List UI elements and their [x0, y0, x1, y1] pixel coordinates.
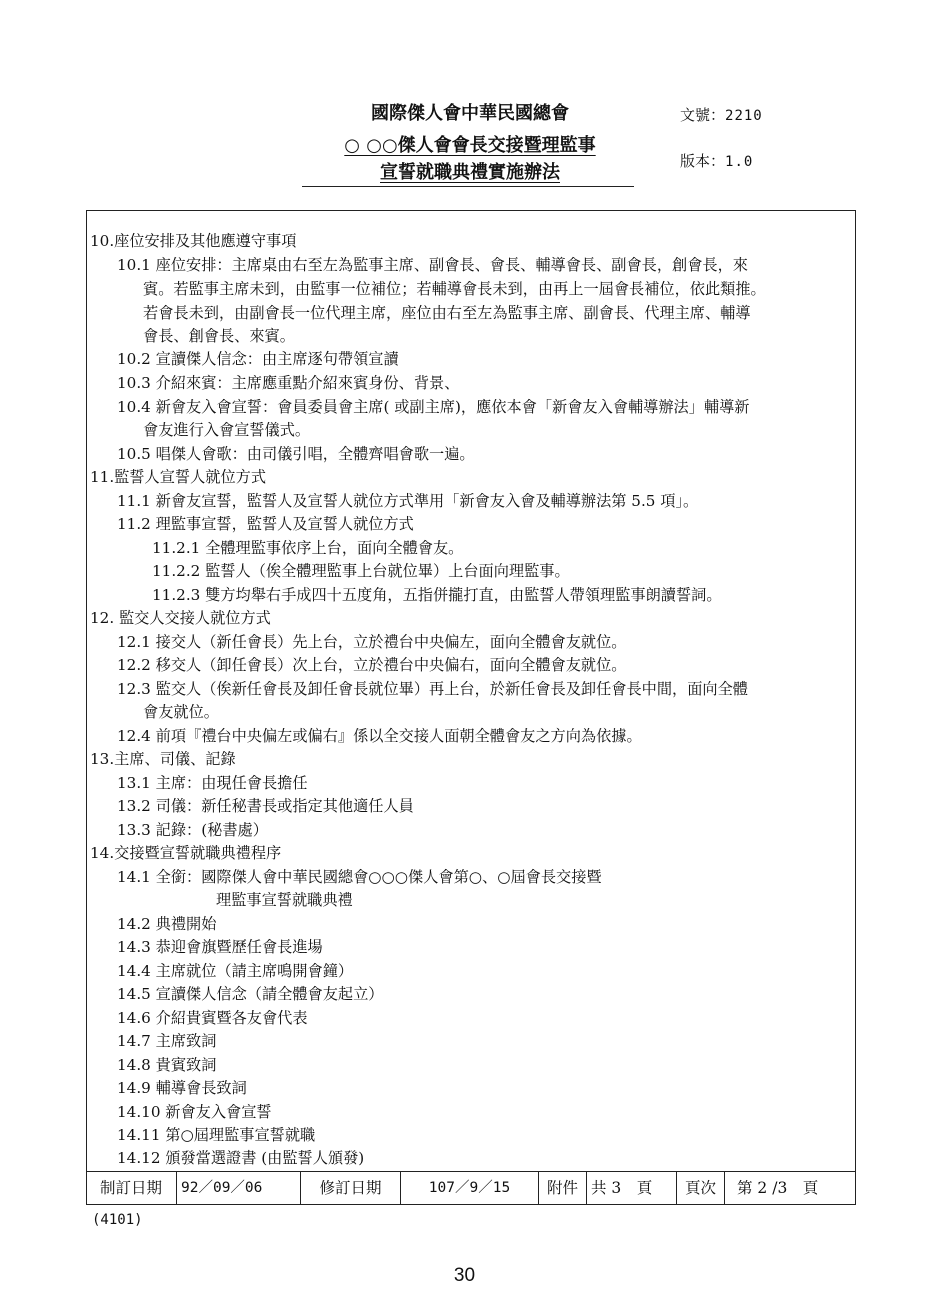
text-line: 14.3 恭迎會旗暨歷任會長進場 — [117, 938, 323, 956]
text-line: 13.2 司儀：新任秘書長或指定其他適任人員 — [117, 797, 414, 815]
text-line: 12.2 移交人（卸任會長）次上台，立於禮台中央偏右，面向全體會友就位。 — [117, 656, 627, 674]
text-line: 11.2.2 監誓人（俟全體理監事上台就位畢）上台面向理監事。 — [152, 562, 570, 580]
text-line: 會友就位。 — [143, 703, 219, 721]
text-line: 11.1 新會友宣誓，監誓人及宣誓人就位方式準用「新會友入會及輔導辦法第 5.5 項」。 — [117, 492, 699, 510]
text-line: 12.1 接交人（新任會長）先上台，立於禮台中央偏左，面向全體會友就位。 — [117, 633, 627, 651]
text-line: 10.3 介紹來賓：主席應重點介紹來賓身份、背景、 — [117, 374, 460, 392]
text-line: 13.1 主席：由現任會長擔任 — [117, 774, 308, 792]
doc-title-line1: ○ ○○傑人會會長交接暨理監事 — [344, 135, 596, 156]
text-line: 12.3 監交人（俟新任會長及卸任會長就位畢）再上台，於新任會長及卸任會長中間，面向全體 — [117, 680, 748, 698]
doc-version-label: 版本： — [680, 152, 726, 170]
text-line: 12.4 前項『禮台中央偏左或偏右』係以全交接人面朝全體會友之方向為依據。 — [117, 727, 642, 745]
page-value: 第 2 /3 頁 — [724, 1172, 854, 1205]
text-line: 11.2 理監事宣誓，監誓人及宣誓人就位方式 — [117, 515, 414, 533]
section-heading: 13.主席、司儀、記錄 — [90, 750, 236, 768]
text-line: 會長、創會長、來賓。 — [143, 327, 295, 345]
text-line: 10.2 宣讀傑人信念：由主席逐句帶領宣讀 — [117, 350, 399, 368]
text-line: 11.2.1 全體理監事依序上台，面向全體會友。 — [152, 539, 464, 557]
text-line: 14.9 輔導會長致詞 — [117, 1079, 247, 1097]
org-title: 國際傑人會中華民國總會 — [371, 103, 569, 124]
text-line: 10.4 新會友入會宣誓：會員委員會主席( 或副主席)，應依本會「新會友入會輔導辦法」輔導新 — [117, 398, 750, 416]
section-heading: 14.交接暨宣誓就職典禮程序 — [90, 844, 282, 862]
text-line: 14.6 介紹貴賓暨各友會代表 — [117, 1009, 308, 1027]
text-line: 理監事宣誓就職典禮 — [216, 891, 353, 909]
attachment-label: 附件 — [538, 1172, 586, 1205]
page-number: 30 — [453, 1265, 476, 1286]
section-heading: 11.監誓人宣誓人就位方式 — [90, 468, 267, 486]
text-line: 14.4 主席就位（請主席鳴開會鐘） — [117, 962, 354, 980]
doc-version-value: 1.0 — [725, 154, 754, 170]
text-line: 14.1 全銜：國際傑人會中華民國總會○○○傑人會第○、○屆會長交接暨 — [117, 868, 602, 886]
text-line: 10.1 座位安排：主席桌由右至左為監事主席、副會長、會長、輔導會長、副會長，創會長，來 — [117, 256, 748, 274]
doc-version — [680, 150, 753, 171]
doc-number — [680, 104, 763, 125]
doc-number-value: 2210 — [725, 108, 763, 124]
text-line: 10.5 唱傑人會歌：由司儀引唱，全體齊唱會歌一遍。 — [117, 445, 475, 463]
attachment-value: 共 3 頁 — [586, 1172, 676, 1205]
footer-table — [86, 1171, 856, 1205]
text-line: 13.3 記錄：(秘書處） — [117, 821, 268, 839]
page-label: 頁次 — [676, 1172, 724, 1205]
text-line: 若會長未到，由副會長一位代理主席，座位由右至左為監事主席、副會長、代理主席、輔導 — [143, 304, 751, 322]
text-line: 14.10 新會友入會宣誓 — [117, 1103, 272, 1121]
revised-date-value: 107／9／15 — [400, 1172, 538, 1205]
section-heading: 10.座位安排及其他應遵守事項 — [90, 232, 297, 250]
text-line: 14.8 貴賓致詞 — [117, 1056, 217, 1074]
text-line: 會友進行入會宣誓儀式。 — [143, 421, 311, 439]
text-line: 14.12 頒發當選證書 (由監誓人頒發) — [117, 1149, 365, 1167]
created-date-label: 制訂日期 — [99, 1179, 162, 1197]
doc-number-label: 文號： — [680, 106, 726, 124]
doc-title-line2: 宣誓就職典禮實施辦法 — [380, 162, 560, 183]
text-line: 14.2 典禮開始 — [117, 915, 217, 933]
text-line: 11.2.3 雙方均舉右手成四十五度角，五指併攏打直，由監誓人帶領理監事朗讀誓詞。 — [152, 586, 722, 604]
revised-date-label: 修訂日期 — [300, 1172, 400, 1205]
text-line: 賓。若監事主席未到，由監事一位補位；若輔導會長未到，由再上一屆會長補位，依此類推。 — [143, 280, 766, 298]
text-line: 14.7 主席致詞 — [117, 1032, 217, 1050]
text-line: 14.11 第○屆理監事宣誓就職 — [117, 1126, 316, 1144]
section-heading: 12. 監交人交接人就位方式 — [90, 609, 271, 627]
form-code: (4101) — [92, 1212, 143, 1228]
text-line: 14.5 宣讀傑人信念（請全體會友起立） — [117, 985, 384, 1003]
header-rule — [302, 186, 634, 187]
created-date-value: 92／09／06 — [176, 1172, 300, 1205]
